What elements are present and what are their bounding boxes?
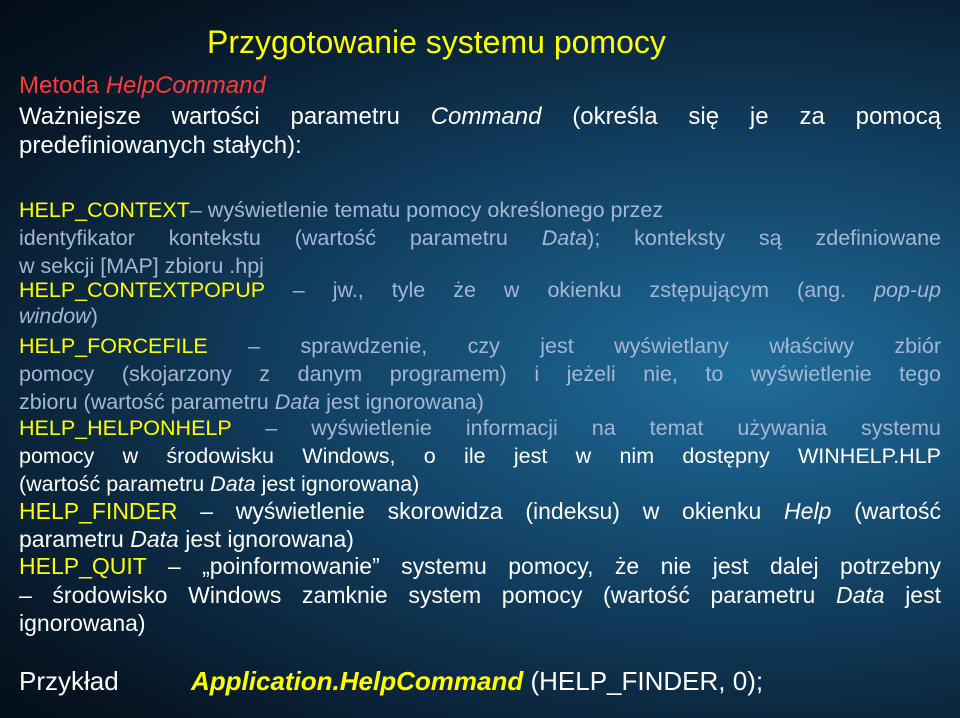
intro-line-1: [19, 102, 941, 132]
help-context-desc: – wyświetlenie tematu pomocy określonego przez: [189, 198, 664, 222]
help-forcefile-line-2: [19, 360, 941, 388]
intro-line-2: [19, 131, 941, 161]
help-contextpopup-popup: pop-up: [874, 278, 942, 302]
help-quit-desc: – „poinformowanie” systemu pomocy, że nie jest dalej potrzebny: [167, 553, 942, 579]
help-quit-line-2: [19, 581, 941, 609]
help-quit-text: – środowisko Windows zamknie system pomocy (wartość parametru: [19, 582, 836, 608]
example-code: [191, 664, 763, 698]
help-forcefile-text-3: jest ignorowana): [320, 390, 484, 414]
const-help-helponhelp: HELP_HELPONHELP: [19, 416, 232, 440]
help-contextpopup-line-1: HELP_CONTEXTPOPUP – jw., tyle że w okienku zstępującym (ang. pop-up: [19, 278, 942, 302]
const-help-quit: HELP_QUIT: [19, 553, 147, 579]
help-helponhelp-text: pomocy w środowisku Windows, o ile jest w nim dostępny WINHELP.HLP: [19, 444, 941, 468]
const-help-forcefile: HELP_FORCEFILE: [19, 334, 208, 358]
example-label: Przykład: [19, 666, 119, 696]
method-name: HelpCommand: [105, 72, 266, 99]
intro-text-end: (określa się je za pomocą: [541, 103, 941, 130]
help-context-text: identyfikator kontekstu (wartość parametru: [19, 226, 542, 250]
help-quit-text-3: ignorowana): [19, 610, 146, 636]
help-context-data: Data: [541, 226, 588, 250]
help-helponhelp-text-2: (wartość parametru: [19, 472, 211, 496]
help-helponhelp-data: Data: [210, 472, 256, 496]
help-finder-text-3: jest ignorowana): [178, 526, 354, 552]
help-contextpopup-window: window: [19, 304, 91, 328]
help-finder-data: Data: [130, 526, 179, 552]
help-quit-text-2: jest: [884, 582, 941, 608]
help-forcefile-data: Data: [274, 390, 321, 414]
help-finder-desc: – wyświetlenie skorowidza (indeksu) w okienku: [200, 498, 785, 524]
help-finder-help: Help: [784, 498, 832, 524]
help-context-text-3: w sekcji [MAP] zbioru .hpj: [19, 254, 264, 278]
help-context-line-2: [19, 224, 941, 252]
help-quit-line-3: [19, 609, 941, 637]
help-contextpopup-line-2: [19, 302, 941, 330]
intro-text-2: predefiniowanych stałych):: [19, 132, 302, 159]
help-finder-text: (wartość: [831, 498, 941, 524]
help-contextpopup-paren: ): [90, 304, 98, 328]
const-help-finder: HELP_FINDER: [19, 498, 178, 524]
const-help-context: HELP_CONTEXT: [19, 198, 190, 222]
help-finder-line-1: [19, 497, 941, 525]
slide-title: Przygotowanie systemu pomocy: [207, 24, 666, 60]
help-forcefile-line-3: [19, 388, 941, 416]
help-forcefile-line-1: [19, 332, 941, 360]
help-context-line-1: [19, 196, 941, 224]
help-finder-line-2: [19, 525, 941, 553]
method-heading: [19, 70, 266, 102]
help-forcefile-desc: – sprawdzenie, czy jest wyświetlany właściwy zbiór: [248, 334, 941, 358]
help-contextpopup-desc: jw., tyle że w okienku zstępującym (ang.: [332, 278, 875, 302]
const-help-contextpopup: HELP_CONTEXTPOPUP: [19, 278, 265, 302]
intro-command: Command: [430, 103, 542, 130]
example-code-args: (HELP_FINDER, 0);: [523, 666, 764, 696]
help-helponhelp-desc: – wyświetlenie informacji na temat używania systemu: [265, 416, 942, 440]
help-forcefile-text-2: zbioru (wartość parametru: [19, 390, 275, 414]
help-forcefile-text: pomocy (skojarzony z danym programem) i jeżeli nie, to wyświetlenie tego: [19, 362, 941, 386]
help-context-text-2: ); konteksty są zdefiniowane: [587, 226, 941, 250]
help-helponhelp-text-3: jest ignorowana): [255, 472, 420, 496]
help-helponhelp-line-1: [19, 414, 941, 442]
method-prefix: Metoda: [19, 72, 106, 99]
help-finder-text-2: parametru: [19, 526, 131, 552]
help-helponhelp-line-3: [19, 470, 941, 498]
help-helponhelp-line-2: [19, 442, 941, 470]
help-quit-line-1: [19, 552, 941, 580]
intro-text: Ważniejsze wartości parametru: [19, 103, 431, 130]
example-code-call: Application.HelpCommand: [191, 666, 524, 696]
help-quit-data: Data: [835, 582, 885, 608]
